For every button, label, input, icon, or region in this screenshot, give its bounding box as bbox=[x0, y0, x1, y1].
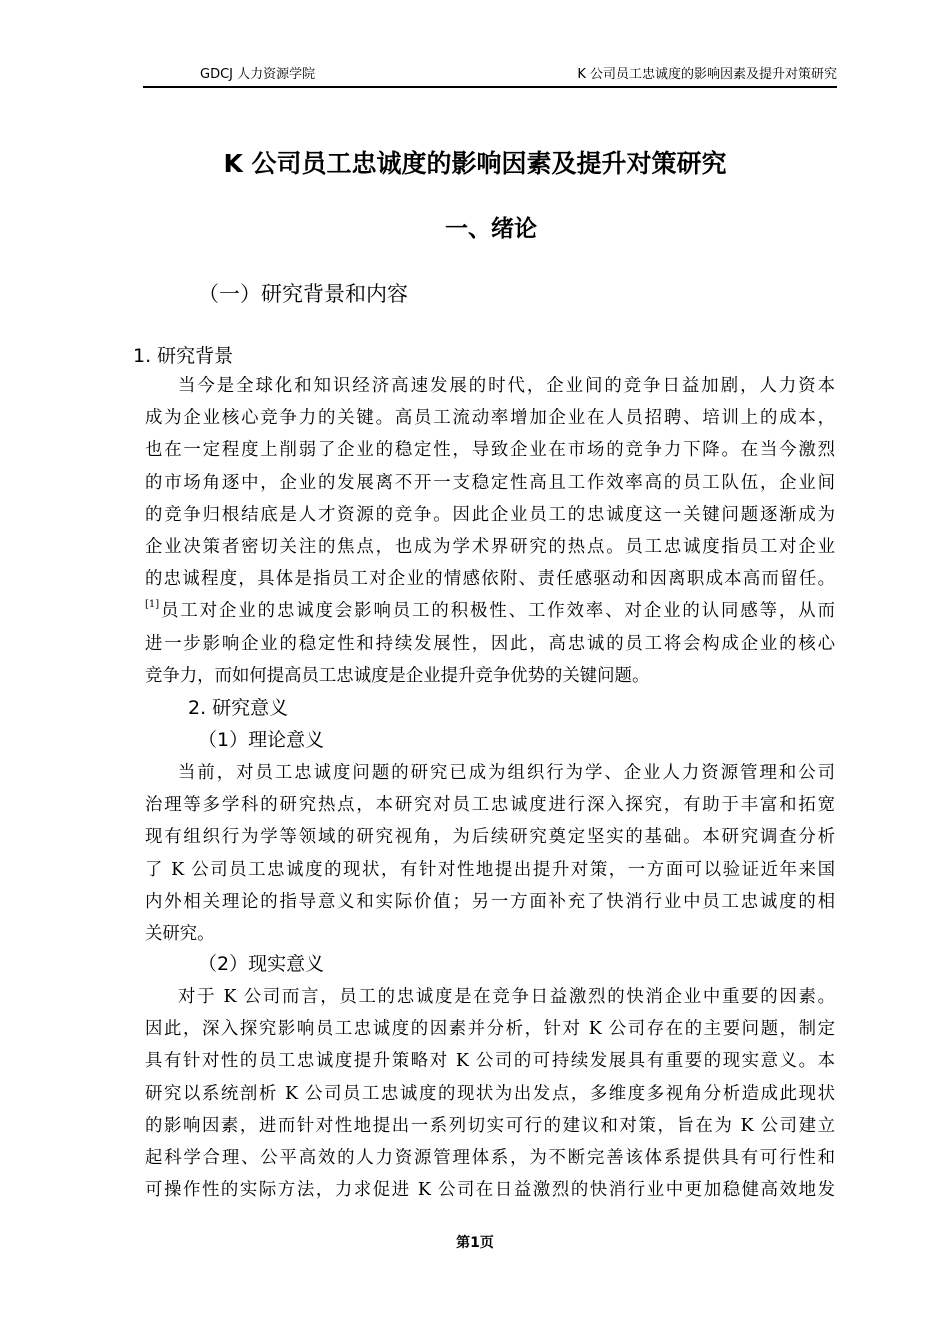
header-divider bbox=[143, 86, 837, 88]
text-line-content: 内外相关理论的指导意义和实际价值；另一方面补充了快消行业中员工忠诚度的相 bbox=[145, 891, 835, 912]
text-line-content: 竞争力，而如何提高员工忠诚度是企业提升竞争优势的关键问题。 bbox=[145, 665, 650, 686]
header-left: GDCJ 人力资源学院 bbox=[200, 67, 316, 82]
text-line bbox=[178, 986, 835, 1008]
text-line-content: 的竞争归根结底是人才资源的竞争。因此企业员工的忠诚度这一关键问题逐渐成为 bbox=[145, 504, 835, 525]
text-line-content: 的市场角逐中，企业的发展离不开一支稳定性高且工作效率高的员工队伍，企业间 bbox=[145, 472, 835, 493]
text-line bbox=[145, 633, 835, 655]
text-line bbox=[145, 568, 835, 590]
text-line-content: 对于 K 公司而言，员工的忠诚度是在竞争日益激烈的快消企业中重要的因素。 bbox=[178, 987, 835, 1007]
header-right: K 公司员工忠诚度的影响因素及提升对策研究 bbox=[577, 67, 837, 82]
text-line-content: 起科学合理、公平高效的人力资源管理体系，为不断完善该体系提供具有可行性和 bbox=[145, 1148, 835, 1168]
text-line-content: 现有组织行为学等领域的研究视角，为后续研究奠定坚实的基础。本研究调查分析 bbox=[145, 827, 835, 848]
text-line bbox=[145, 1147, 835, 1169]
text-line-content: 企业决策者密切关注的焦点，也成为学术界研究的热点。员工忠诚度指员工对企业 bbox=[145, 537, 835, 557]
text-line-content: 了 K 公司员工忠诚度的现状，有针对性地提出提升对策，一方面可以验证近年来国 bbox=[145, 859, 835, 880]
text-line-content: 也在一定程度上削弱了企业的稳定性，导致企业在市场的竞争力下降。在当今激烈 bbox=[145, 440, 835, 461]
text-line bbox=[145, 536, 835, 558]
text-line bbox=[145, 1083, 835, 1105]
text-line-content: 员工对企业的忠诚度会影响员工的积极性、工作效率、对企业的认同感等，从而 bbox=[159, 601, 835, 622]
chapter-heading: 一、绪论 bbox=[445, 216, 537, 242]
subsection-heading-significance: 2. 研究意义 bbox=[188, 697, 289, 719]
text-line bbox=[178, 762, 835, 784]
citation-marker: [1] bbox=[145, 599, 160, 611]
text-line-content: 的忠诚程度，具体是指员工对企业的情感依附、责任感驱动和因离职成本高而留任。 bbox=[145, 569, 835, 590]
text-line bbox=[145, 504, 835, 526]
text-line bbox=[145, 826, 835, 848]
text-line bbox=[145, 923, 835, 945]
text-line bbox=[145, 665, 835, 687]
text-line bbox=[145, 472, 835, 494]
text-line bbox=[145, 1050, 835, 1072]
text-line bbox=[145, 1115, 835, 1137]
text-line bbox=[145, 794, 835, 816]
text-line bbox=[145, 439, 835, 461]
text-line-content: 进一步影响企业的稳定性和持续发展性，因此，高忠诚的员工将会构成企业的核心 bbox=[145, 633, 835, 654]
heading-practical-significance: （2）现实意义 bbox=[198, 953, 325, 975]
subsection-heading-background: 1. 研究背景 bbox=[133, 345, 234, 367]
text-line-content: 当今是全球化和知识经济高速发展的时代，企业间的竞争日益加剧，人力资本 bbox=[178, 376, 835, 396]
text-line-content: 研究以系统剖析 K 公司员工忠诚度的现状为出发点，多维度多视角分析造成此现状 bbox=[145, 1083, 835, 1104]
text-line bbox=[178, 375, 835, 397]
text-line bbox=[145, 859, 835, 881]
text-line-content: 因此，深入探究影响员工忠诚度的因素并分析，针对 K 公司存在的主要问题，制定 bbox=[145, 1019, 835, 1040]
text-line-content: 可操作性的实际方法，力求促进 K 公司在日益激烈的快消行业中更加稳健高效地发 bbox=[145, 1180, 835, 1201]
text-line bbox=[145, 1179, 835, 1201]
section-heading: （一）研究背景和内容 bbox=[198, 282, 408, 306]
text-line-content: 关研究。 bbox=[145, 924, 215, 944]
text-line bbox=[145, 600, 835, 622]
text-line bbox=[145, 407, 835, 429]
text-line-content: 治理等多学科的研究热点，本研究对员工忠诚度进行深入探究，有助于丰富和拓宽 bbox=[145, 795, 835, 816]
text-line-content: 当前，对员工忠诚度问题的研究已成为组织行为学、企业人力资源管理和公司 bbox=[178, 763, 835, 783]
text-line bbox=[145, 1018, 835, 1040]
heading-theoretical-significance: （1）理论意义 bbox=[198, 729, 325, 751]
text-line-content: 具有针对性的员工忠诚度提升策略对 K 公司的可持续发展具有重要的现实意义。本 bbox=[145, 1051, 835, 1072]
text-line-content: 的影响因素，进而针对性地提出一系列切实可行的建议和对策，旨在为 K 公司建立 bbox=[145, 1115, 835, 1136]
document-title: K 公司员工忠诚度的影响因素及提升对策研究 bbox=[223, 149, 727, 178]
page-number: 第1页 bbox=[456, 1235, 494, 1251]
text-line-content: 成为企业核心竞争力的关键。高员工流动率增加企业在人员招聘、培训上的成本， bbox=[145, 408, 835, 429]
text-line bbox=[145, 891, 835, 913]
